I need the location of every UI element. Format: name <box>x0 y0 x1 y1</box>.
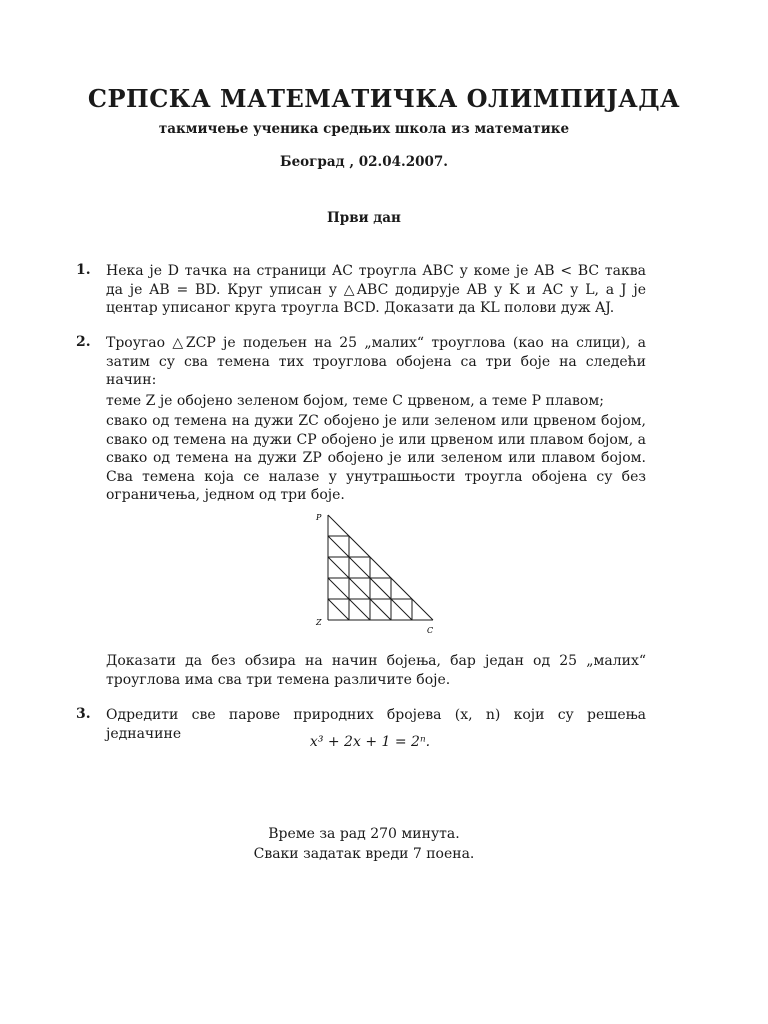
figure-diagonal-edge <box>349 599 370 620</box>
problem-3-paragraph: Одредити све парове природних бројева (x, n) који су решења једначине <box>106 707 646 742</box>
page-title: СРПСКА МАТЕМАТИЧКА ОЛИМПИЈАДА <box>87 84 681 113</box>
figure-diagonal-edge <box>328 557 349 578</box>
figure-diagonal-edge <box>328 578 349 599</box>
problem-1-paragraph: Нека је D тачка на страници AC троугла ABC у коме је AB < BC таква да је AB = BD. Круг уписан у △ABC додирује AB у K и AC у L, а J је центар уписаног круга троугла BCD. Доказати да KL полови дуж AJ. <box>106 263 646 316</box>
day-heading: Први дан <box>327 210 401 226</box>
problem-3-equation: x³ + 2x + 1 = 2ⁿ. <box>309 734 431 750</box>
problem-1-number: 1. <box>76 262 91 278</box>
footer-time: Време за рад 270 минута. <box>268 826 460 842</box>
figure-diagonal-edge <box>370 578 391 599</box>
footer-points: Сваки задатак вреди 7 поена. <box>253 846 475 862</box>
problem-2-paragraph-3: свако од темена на дужи ZC обојено је или зеленом или црвеном бојом, свако од темена на дужи CP обојено је или црвеном или плавом бојом, а свако од темена на дужи ZP обојено је или зеленом или плавом бојом. Сва темена која се налазе у унутрашњости троугла обојена су без ограничења, једном од три боје. <box>106 413 646 503</box>
footer <box>0 824 728 864</box>
vertex-label-c: C <box>427 626 434 635</box>
subtitle: такмичење ученика средњих школа из математике <box>158 121 570 137</box>
triangle-figure <box>308 508 448 638</box>
figure-hypotenuse <box>328 515 433 620</box>
problem-2-paragraph-2: теме Z је обојено зеленом бојом, теме C црвеном, а теме P плавом; <box>106 392 604 409</box>
vertex-label-z: Z <box>316 618 322 627</box>
figure-diagonal-edge <box>328 599 349 620</box>
figure-diagonal-edge <box>328 536 349 557</box>
figure-diagonal-edge <box>391 599 412 620</box>
figure-diagonal-edge <box>370 599 391 620</box>
problem-2-conclusion <box>106 652 646 689</box>
problem-3-number: 3. <box>76 706 91 722</box>
place-date: Београд , 02.04.2007. <box>280 154 448 170</box>
figure-diagonal-edge <box>349 578 370 599</box>
problem-1-text <box>106 262 646 318</box>
problem-2-conclusion-text: Доказати да без обзира на начин бојења, бар један од 25 „малих“ троуглова има сва три темена различите боје. <box>106 653 646 688</box>
problem-2-text <box>106 334 646 505</box>
vertex-label-p: P <box>316 513 322 522</box>
figure-diagonal-edge <box>349 557 370 578</box>
problem-2-number: 2. <box>76 334 91 350</box>
problem-2-paragraph-1: Троугао △ZCP је подељен на 25 „малих“ троуглова (као на слици), а затим су сва темена тих троуглова обојена са три боје на следећи начин: <box>106 335 646 388</box>
